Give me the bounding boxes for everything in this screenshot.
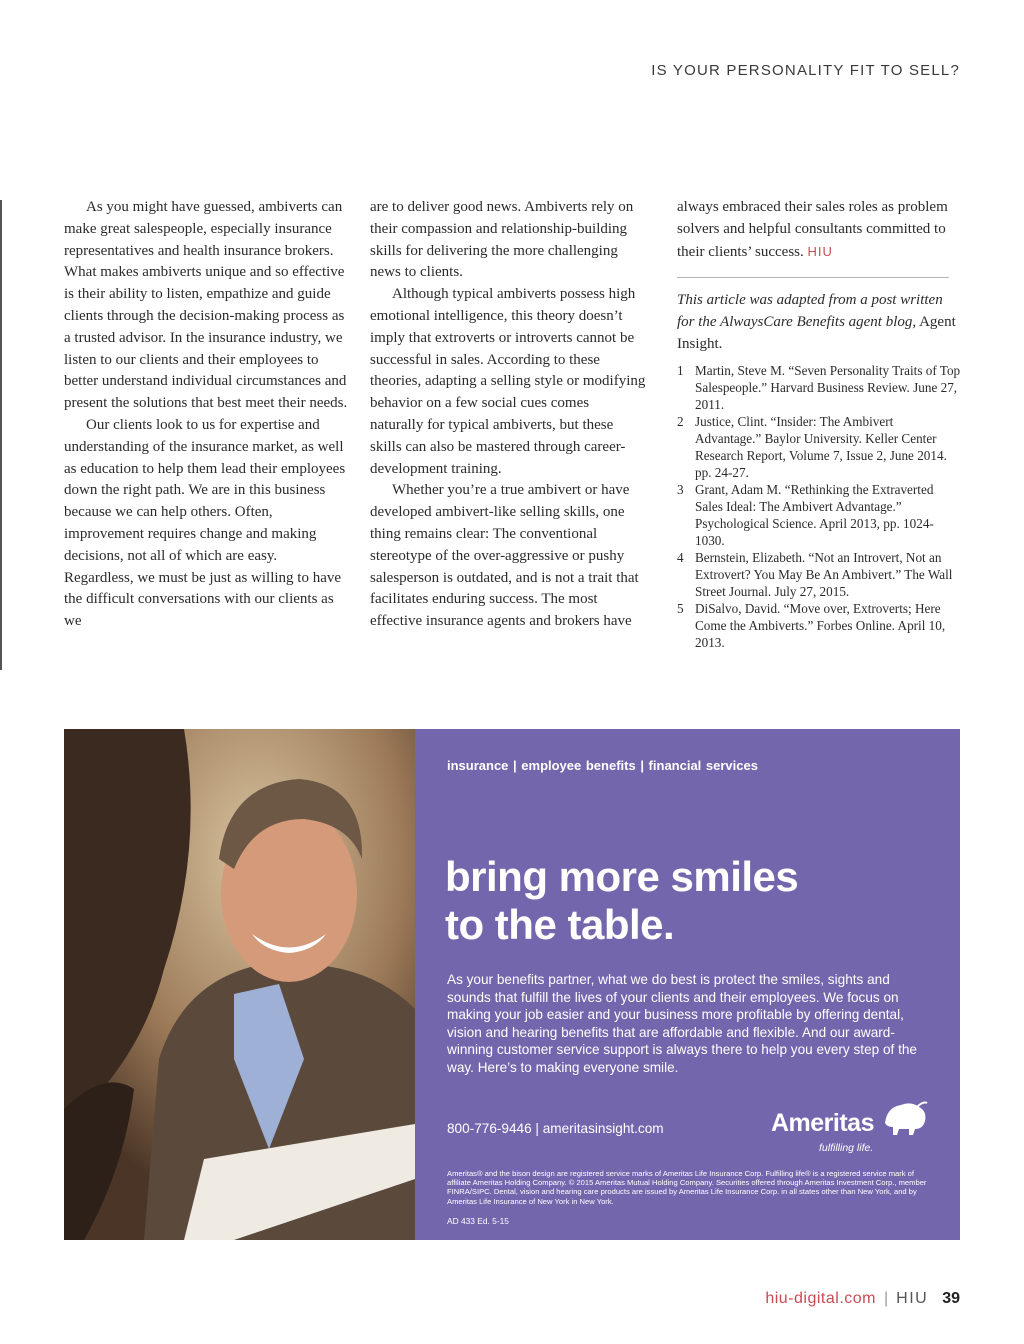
paragraph — [677, 197, 961, 263]
reference-item — [677, 413, 961, 481]
ad-headline-line-1: bring more smiles — [445, 853, 799, 900]
bison-icon — [881, 1097, 929, 1137]
paragraph: Our clients look to us for expertise and understanding of the insurance market, as well as education to help them lead their employees down the right path. We are in this business because we can help others. Often, improvement requires change and making decisions, not all of which are easy. Regardless, we must be just as willing to have the difficult conversations with our clients as we — [64, 416, 346, 630]
reference-number: 3 — [677, 481, 684, 497]
references-list — [677, 362, 961, 651]
running-header: IS YOUR PERSONALITY FIT TO SELL? — [651, 62, 960, 79]
author-note-italic: This article was adapted from a post written for the AlwaysCare Benefits agent blog, — [677, 292, 943, 331]
reference-text: Martin, Steve M. “Seven Personality Traits of Top Salespeople.” Harvard Business Review. June 27, 2011. — [695, 362, 961, 412]
page-footer — [765, 1290, 960, 1308]
page-number: 39 — [942, 1290, 960, 1307]
end-mark: HIU — [807, 243, 833, 259]
reference-item — [677, 600, 961, 651]
closing-text: always embraced their sales roles as problem solvers and helpful consultants committed to their clients’ success. — [677, 199, 948, 260]
paragraph: are to deliver good news. Ambiverts rely on their compassion and relationship-building skills for delivering the more challenging news to clients. — [370, 199, 634, 281]
ad-service-nav: insurance | employee benefits | financial services — [447, 758, 758, 773]
ad-contact-info: 800-776-9446 | ameritasinsight.com — [447, 1121, 664, 1136]
ameritas-tagline: fulfilling life. — [819, 1142, 874, 1154]
reference-text: Bernstein, Elizabeth. “Not an Introvert, Not an Extrovert? You May Be An Ambivert.” The Wall Street Journal. July 27, 2015. — [695, 549, 953, 599]
paragraph: As you might have guessed, ambiverts can make great salespeople, especially insurance representatives and health insurance brokers. What makes ambiverts unique and so effective is their ability to listen, empathize and guide clients through the decision-making process as a trusted advisor. In the insurance industry, we listen to our clients and their employees to better understand individual circumstances and present the solutions that best meet their needs. — [64, 199, 348, 412]
reference-number: 5 — [677, 600, 684, 616]
ad-code: AD 433 Ed. 5-15 — [447, 1216, 509, 1226]
ameritas-logo — [771, 1097, 931, 1157]
ameritas-wordmark: Ameritas — [771, 1109, 874, 1137]
ad-headline — [445, 853, 798, 949]
reference-text: Grant, Adam M. “Rethinking the Extraverted Sales Ideal: The Ambivert Advantage.” Psychological Science. April 2013, pp. 1024-1030. — [695, 481, 934, 548]
reference-number: 4 — [677, 549, 684, 565]
article-column-1 — [64, 197, 350, 633]
ameritas-advertisement — [64, 729, 960, 1240]
reference-text: DiSalvo, David. “Move over, Extroverts; Here Come the Ambiverts.” Forbes Online. April 10, 2013. — [695, 600, 946, 650]
reference-item — [677, 362, 961, 413]
author-note — [677, 290, 961, 355]
article-column-2 — [370, 197, 646, 633]
footer-brand: HIU — [896, 1290, 929, 1307]
ad-headline-line-2: to the table. — [445, 901, 675, 948]
ad-photo-smiling-man — [64, 729, 415, 1240]
ad-legal-text: Ameritas® and the bison design are registered service marks of Ameritas Life Insurance Corp. Fulfilling life® is a registered service mark of affiliate Ameritas Holding Company. © 2015 Ameritas Mutual Holding Company. Securities offered through Ameritas Investment Corp., member FINRA/SIPC. Dental, vision and hearing care products are issued by Ameritas Life Insurance Corp. in all states other than New York, and by Ameritas Life Insurance of New York in New York. — [447, 1169, 927, 1206]
divider — [677, 277, 949, 278]
ad-copy-panel — [415, 729, 960, 1240]
reference-number: 2 — [677, 413, 684, 429]
footer-separator: | — [883, 1290, 889, 1307]
paragraph: Although typical ambiverts possess high emotional intelligence, this theory doesn’t imply that extroverts or introverts cannot be successful in sales. According to these theories, adapting a selling style or modifying behavior on a few social cues comes naturally for typical ambiverts, but these skills can also be mastered through career-development training. — [370, 286, 646, 477]
page-edge-rule — [0, 200, 2, 670]
ad-photo-illustration — [64, 729, 415, 1240]
ad-body-copy: As your benefits partner, what we do best is protect the smiles, sights and sounds that fulfill the lives of your clients and their employees. We focus on making your job easier and your business more profitable by offering dental, vision and hearing benefits that are affordable and flexible. And our award-winning customer service support is always there to help you every step of the way. Here’s to making everyone smile. — [447, 972, 917, 1075]
author-note-source: Agent Insight. — [677, 314, 956, 352]
reference-number: 1 — [677, 362, 684, 378]
reference-item — [677, 549, 961, 600]
reference-text: Justice, Clint. “Insider: The Ambivert Advantage.” Baylor University. Keller Center Research Report, Volume 7, Issue 2, June 2014. pp. 24-27. — [695, 413, 947, 480]
article-column-3 — [677, 197, 961, 651]
reference-item — [677, 481, 961, 549]
footer-website: hiu-digital.com — [765, 1290, 876, 1307]
paragraph: Whether you’re a true ambivert or have developed ambivert-like selling skills, one thing remains clear: The conventional stereotype of the over-aggressive or pushy salesperson is outdated, and is not a trait that facilitates enduring success. The most effective insurance agents and brokers have — [370, 482, 639, 630]
